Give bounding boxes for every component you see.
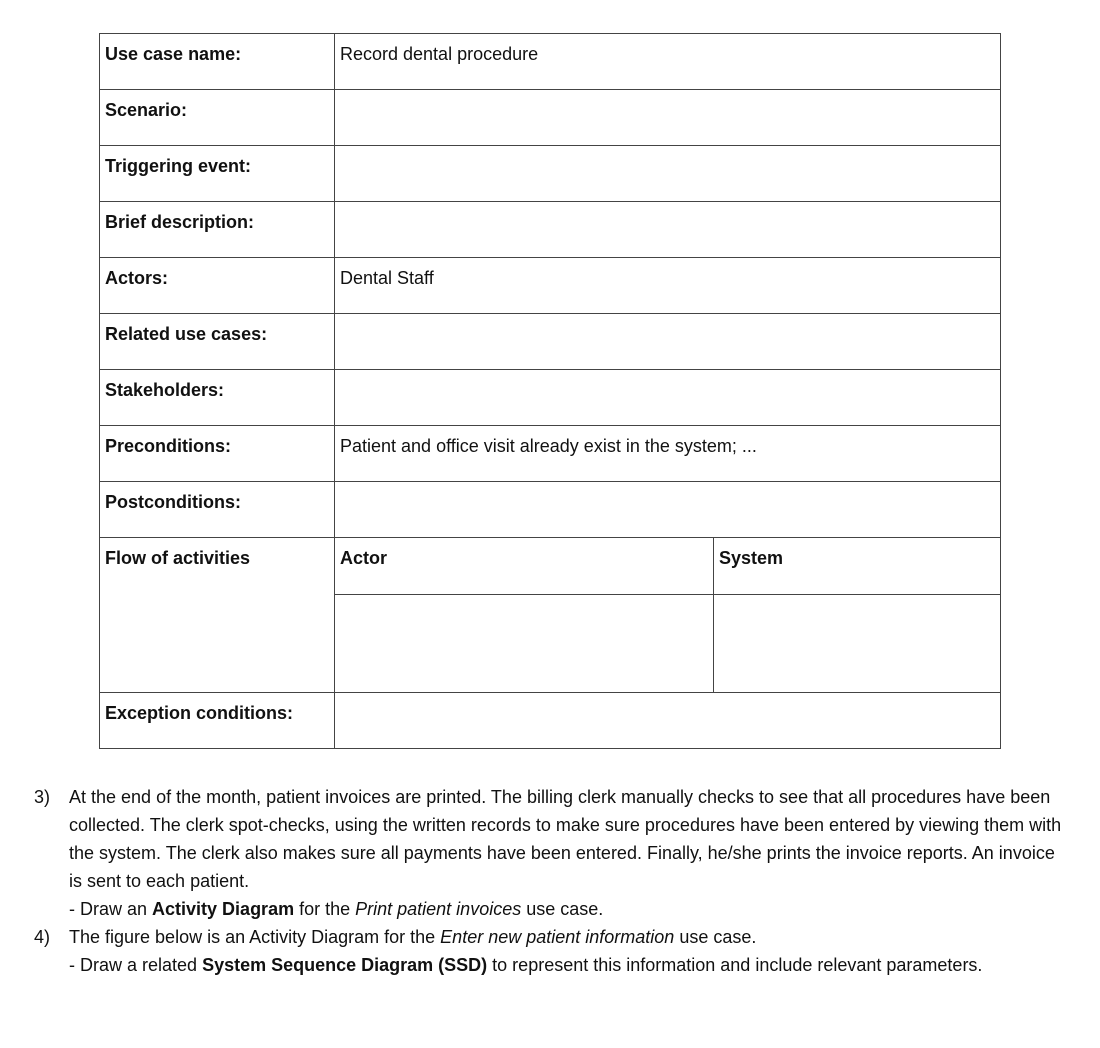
q4-task-prefix: - Draw a related bbox=[69, 955, 203, 975]
exception-conditions-label: Exception conditions: bbox=[100, 693, 335, 749]
use-case-name-label: Use case name: bbox=[100, 34, 335, 90]
stakeholders-label: Stakeholders: bbox=[100, 370, 335, 426]
question-3-body bbox=[69, 783, 1064, 923]
q4-text-italic: Enter new patient information bbox=[440, 927, 675, 947]
exception-conditions-value bbox=[335, 693, 1001, 749]
q4-text-prefix: The figure below is an Activity Diagram for the bbox=[69, 927, 441, 947]
q3-task-suffix: use case. bbox=[521, 899, 604, 919]
q3-task-mid: for the bbox=[294, 899, 356, 919]
brief-description-label: Brief description: bbox=[100, 202, 335, 258]
questions-section bbox=[34, 783, 1064, 979]
stakeholders-value bbox=[335, 370, 1001, 426]
use-case-table bbox=[99, 33, 1001, 749]
question-4-task bbox=[69, 951, 1064, 979]
related-use-cases-label: Related use cases: bbox=[100, 314, 335, 370]
flow-system-header: System bbox=[714, 538, 1001, 595]
triggering-event-value bbox=[335, 146, 1001, 202]
q3-task-italic: Print patient invoices bbox=[355, 899, 522, 919]
question-3-task bbox=[69, 895, 1064, 923]
preconditions-value: Patient and office visit already exist in the system; ... bbox=[335, 426, 1001, 482]
flow-actor-cell bbox=[335, 595, 714, 693]
flow-system-cell bbox=[714, 595, 1001, 693]
q4-task-suffix: to represent this information and include relevant parameters. bbox=[487, 955, 983, 975]
question-4-body bbox=[69, 923, 1064, 979]
question-4-text bbox=[69, 923, 1064, 951]
actors-label: Actors: bbox=[100, 258, 335, 314]
question-4 bbox=[34, 923, 1064, 979]
triggering-event-label: Triggering event: bbox=[100, 146, 335, 202]
postconditions-label: Postconditions: bbox=[100, 482, 335, 538]
question-3-text: At the end of the month, patient invoices are printed. The billing clerk manually checks to see that all procedures have been collected. The clerk spot-checks, using the written records to make sure procedures have been entered by viewing them with the system. The clerk also makes sure all payments have been entered. Finally, he/she prints the invoice reports. An invoice is sent to each patient. bbox=[69, 787, 1062, 891]
scenario-label: Scenario: bbox=[100, 90, 335, 146]
flow-actor-header: Actor bbox=[335, 538, 714, 595]
q4-task-bold: System Sequence Diagram (SSD) bbox=[202, 955, 488, 975]
related-use-cases-value bbox=[335, 314, 1001, 370]
actors-value: Dental Staff bbox=[335, 258, 1001, 314]
use-case-name-value: Record dental procedure bbox=[335, 34, 1001, 90]
preconditions-label: Preconditions: bbox=[100, 426, 335, 482]
q3-task-bold: Activity Diagram bbox=[152, 899, 295, 919]
postconditions-value bbox=[335, 482, 1001, 538]
q3-task-prefix: - Draw an bbox=[69, 899, 153, 919]
question-4-number: 4) bbox=[34, 927, 51, 947]
brief-description-value bbox=[335, 202, 1001, 258]
scenario-value bbox=[335, 90, 1001, 146]
question-3-number: 3) bbox=[34, 787, 51, 807]
flow-of-activities-label: Flow of activities bbox=[100, 538, 335, 693]
question-3 bbox=[34, 783, 1064, 923]
q4-text-suffix: use case. bbox=[674, 927, 757, 947]
